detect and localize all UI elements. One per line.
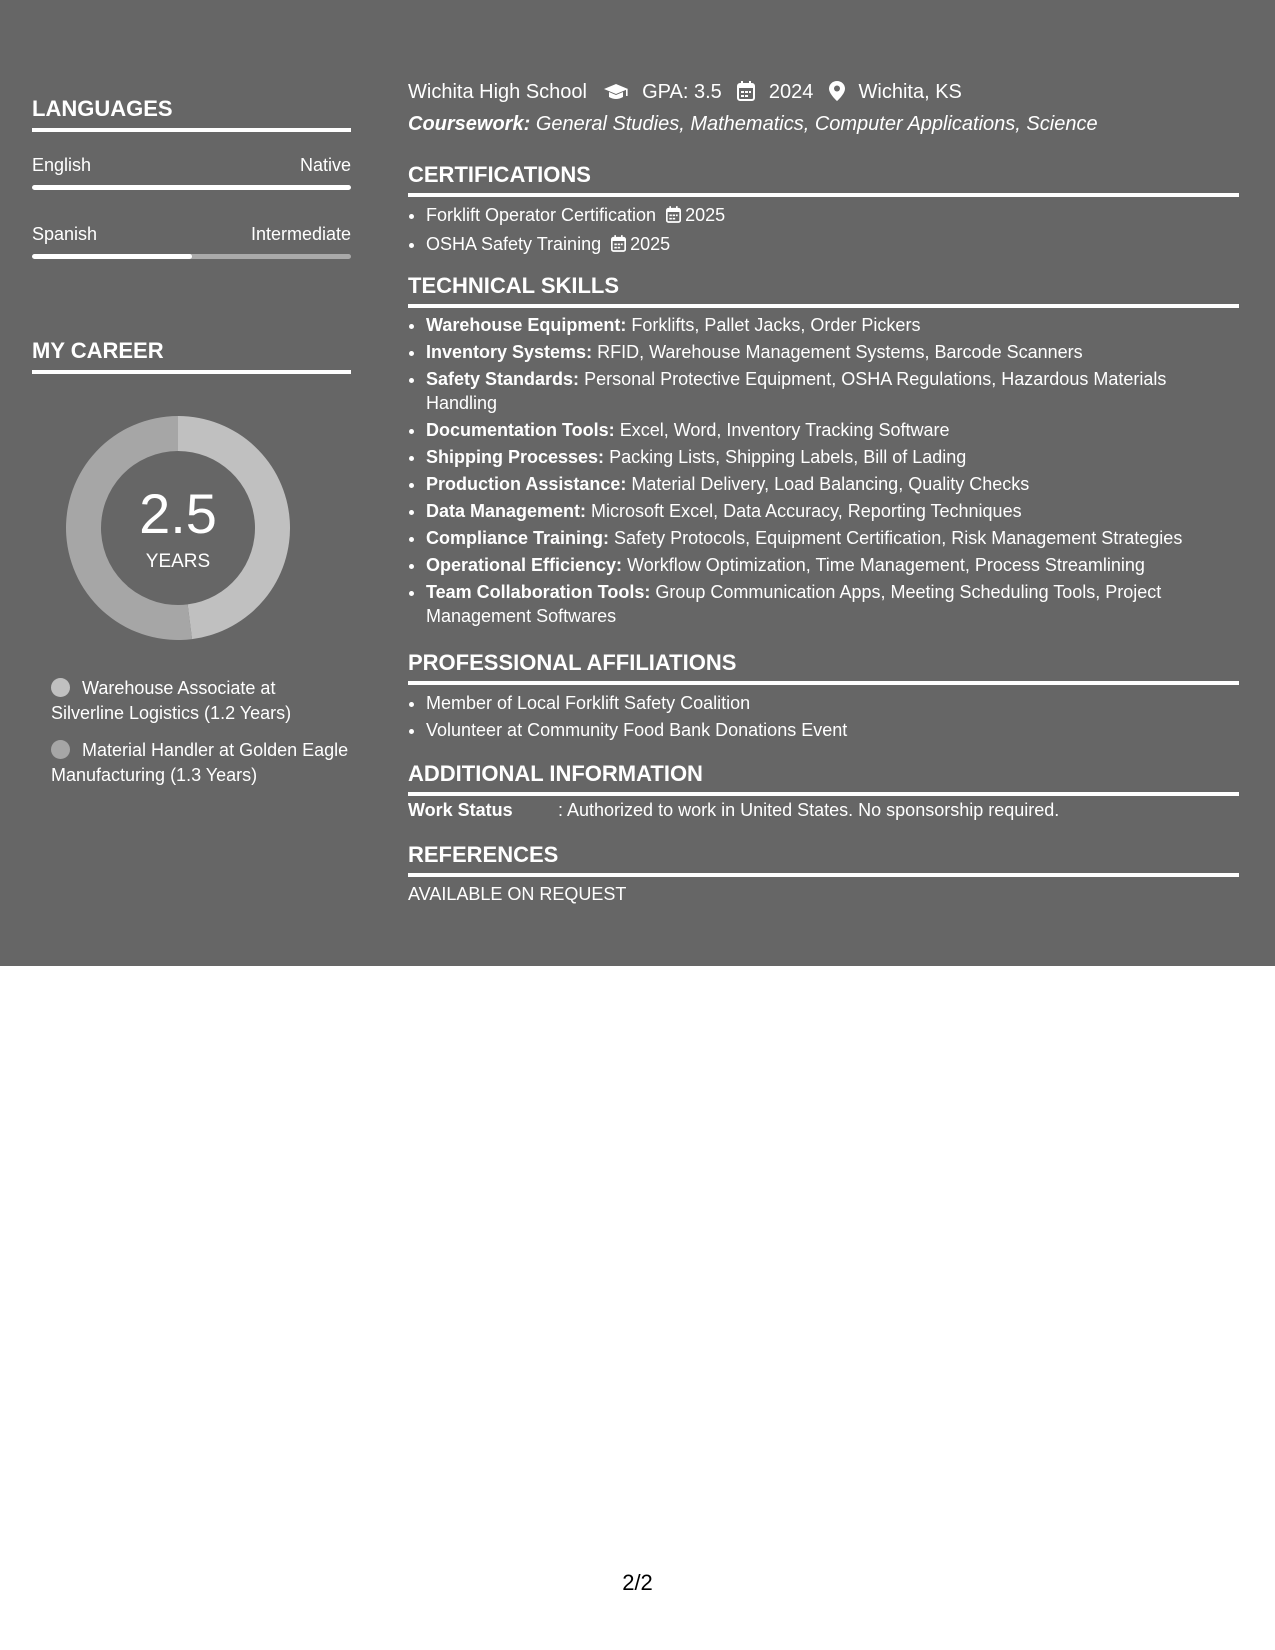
graduation-year: 2024 <box>768 81 814 103</box>
list-item <box>426 445 1239 469</box>
certification-name: OSHA Safety Training <box>426 234 602 254</box>
location-pin-icon <box>829 81 845 107</box>
skill-label: Warehouse Equipment: <box>426 315 627 335</box>
list-item <box>426 553 1239 577</box>
career-heading: MY CAREER <box>32 338 351 374</box>
coursework-label: Coursework: <box>408 113 531 135</box>
skill-text: Safety Protocols, Equipment Certification, Risk Management Strategies <box>614 528 1183 548</box>
legend-dot-icon <box>51 678 70 697</box>
skill-text: Forklifts, Pallet Jacks, Order Pickers <box>631 315 921 335</box>
language-name: Spanish <box>32 224 98 244</box>
affiliations-heading: PROFESSIONAL AFFILIATIONS <box>408 650 1239 685</box>
references-text: AVAILABLE ON REQUEST <box>408 884 627 904</box>
career-item-1 <box>51 676 351 726</box>
skill-label: Safety Standards: <box>426 369 580 389</box>
certification-year: 2025 <box>630 234 671 254</box>
skill-label: Production Assistance: <box>426 474 627 494</box>
skill-text: Material Delivery, Load Balancing, Quality Checks <box>631 474 1030 494</box>
calendar-icon <box>666 205 681 229</box>
technical-skills-list <box>408 313 1239 631</box>
language-level: Intermediate <box>250 224 351 244</box>
career-donut-chart <box>66 416 290 640</box>
skill-text: Workflow Optimization, Time Management, Process Streamlining <box>627 555 1145 575</box>
work-status <box>408 800 1059 821</box>
education-line <box>408 81 962 107</box>
references-heading: REFERENCES <box>408 842 1239 877</box>
skill-label: Compliance Training: <box>426 528 610 548</box>
certifications-list <box>408 203 1239 261</box>
certification-name: Forklift Operator Certification <box>426 205 657 225</box>
affiliations-list <box>408 691 1239 745</box>
languages-heading: LANGUAGES <box>32 96 351 132</box>
list-item <box>426 367 1239 415</box>
career-item-2 <box>51 738 351 788</box>
calendar-icon <box>611 234 626 258</box>
language-bar-english <box>32 185 351 190</box>
coursework-line <box>408 113 1098 136</box>
skill-label: Data Management: <box>426 501 587 521</box>
list-item <box>426 313 1239 337</box>
list-item: • Volunteer at Community Food Bank Donations Event <box>426 718 1239 742</box>
skill-label: Team Collaboration Tools: <box>426 582 651 602</box>
certifications-heading: CERTIFICATIONS <box>408 162 1239 197</box>
graduation-cap-icon <box>603 83 629 107</box>
list-item <box>426 232 1239 258</box>
list-item <box>426 580 1239 628</box>
technical-skills-heading: TECHNICAL SKILLS <box>408 273 1239 308</box>
additional-info-heading: ADDITIONAL INFORMATION <box>408 761 1239 796</box>
language-bar-fill <box>32 185 351 190</box>
language-bar-fill <box>32 254 192 259</box>
school-location: Wichita, KS <box>858 81 962 103</box>
skill-text: Excel, Word, Inventory Tracking Software <box>619 420 950 440</box>
language-level: Native <box>299 155 351 175</box>
certification-year: 2025 <box>685 205 726 225</box>
skill-text: Personal Protective Equipment, OSHA Regulations, Hazardous Materials Handling <box>426 369 1167 413</box>
list-item <box>426 472 1239 496</box>
coursework-text: General Studies, Mathematics, Computer Applications, Science <box>535 113 1098 135</box>
skill-text: Packing Lists, Shipping Labels, Bill of Lading <box>609 447 967 467</box>
calendar-icon <box>737 81 755 107</box>
career-total-unit: YEARS <box>145 551 211 572</box>
list-item <box>426 340 1239 364</box>
list-item <box>426 499 1239 523</box>
skill-label: Operational Efficiency: <box>426 555 623 575</box>
language-bar-spanish <box>32 254 351 259</box>
skill-text: Microsoft Excel, Data Accuracy, Reporting Techniques <box>591 501 1022 521</box>
legend-dot-icon <box>51 740 70 759</box>
list-item <box>426 526 1239 550</box>
skill-label: Inventory Systems: <box>426 342 593 362</box>
skill-label: Documentation Tools: <box>426 420 615 440</box>
work-status-label: Work Status <box>408 800 513 820</box>
skill-text: Group Communication Apps, Meeting Scheduling Tools, Project Management Softwares <box>426 582 1162 626</box>
skill-text: RFID, Warehouse Management Systems, Barcode Scanners <box>597 342 1083 362</box>
career-item-label: Material Handler at Golden Eagle Manufacturing (1.3 Years) <box>51 740 349 785</box>
career-total-value: 2.5 <box>139 482 217 545</box>
work-status-value: : Authorized to work in United States. No sponsorship required. <box>558 800 1060 820</box>
career-item-label: Warehouse Associate at Silverline Logistics (1.2 Years) <box>51 678 292 723</box>
list-item <box>426 203 1239 229</box>
school-name: Wichita High School <box>408 81 587 103</box>
gpa: GPA: 3.5 <box>642 81 722 103</box>
language-name: English <box>32 155 92 175</box>
page-number: 2/2 <box>622 1570 653 1595</box>
list-item <box>426 418 1239 442</box>
donut-center <box>66 416 290 640</box>
skill-label: Shipping Processes: <box>426 447 605 467</box>
list-item: • Member of Local Forklift Safety Coalition <box>426 691 1239 715</box>
